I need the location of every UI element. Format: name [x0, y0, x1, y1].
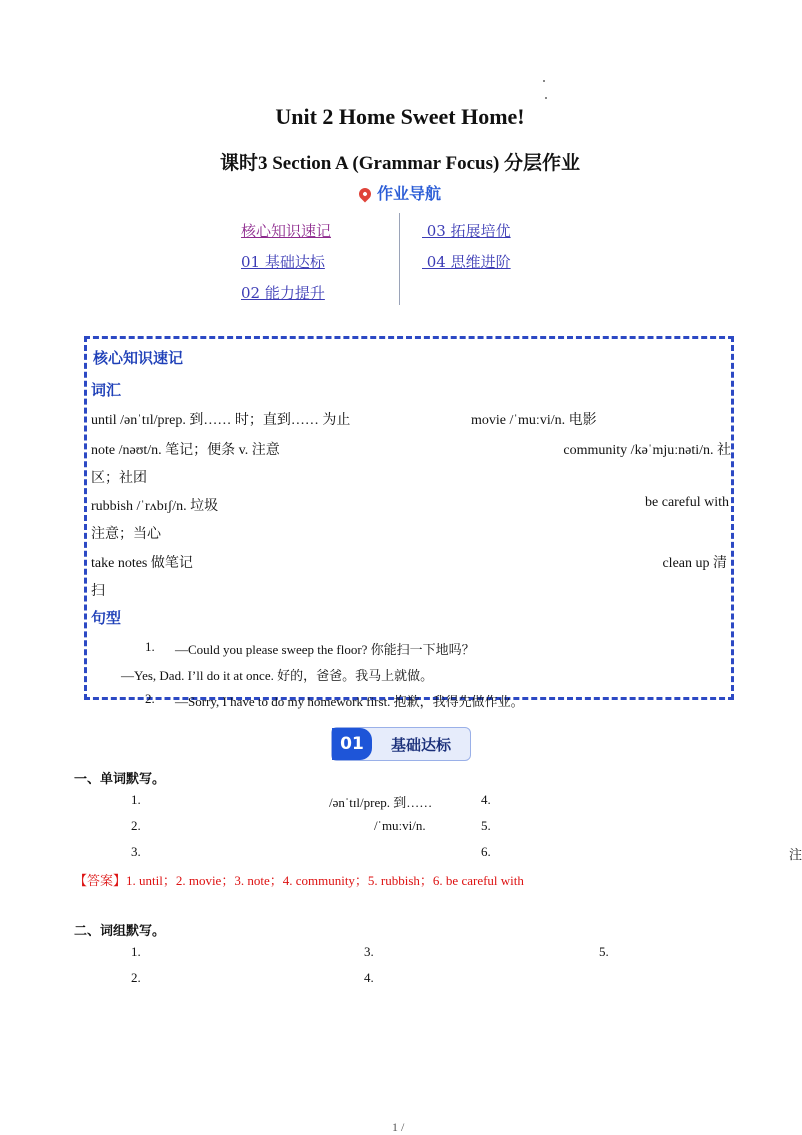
part2-q1-number: 1.	[131, 944, 141, 959]
part1-q4-number: 4.	[481, 792, 491, 807]
core-knowledge-box	[84, 336, 734, 709]
nav-link-basic[interactable]: 01 基础达标	[241, 253, 325, 271]
vocab-row-3-right: be careful with	[645, 495, 729, 510]
part2-q3-number: 3.	[364, 944, 374, 959]
section-01-number: 01	[332, 728, 372, 760]
part1-q6-number: 6.	[481, 844, 491, 859]
vocab-row-1-left: until /ənˈtɪl/prep. 到…… 时；直到…… 为止	[91, 413, 351, 428]
nav-link-ability[interactable]: 02 能力提升	[241, 284, 325, 302]
sentence-2-number: 2.	[145, 691, 155, 706]
part1-q1-number: 1.	[131, 792, 141, 807]
vocab-label: 词汇	[91, 381, 122, 399]
nav-link-thinking[interactable]: 04 思维进阶	[422, 253, 511, 271]
vocab-row-2-wrap: 区；社团	[91, 471, 147, 486]
speck-dot	[545, 97, 547, 99]
vocab-row-1-right: movie /ˈmuːvi/n. 电影	[471, 413, 597, 428]
nav-link-core-knowledge[interactable]: 核心知识速记	[241, 222, 332, 240]
page-subtitle: 课时3 Section A (Grammar Focus) 分层作业	[219, 153, 581, 174]
part1-q5-number: 5.	[481, 818, 491, 833]
part1-q6-edge-text: 注	[789, 847, 802, 862]
part1-answer: 【答案】1. until；2. movie；3. note；4. community；5. rubbish；6. be careful with	[74, 873, 524, 888]
part1-q2-hint: /ˈmuːvi/n.	[374, 818, 426, 833]
sentence-1: —Could you please sweep the floor? 你能扫一下地吗？	[175, 642, 475, 657]
nav-divider	[399, 213, 400, 305]
part2-q2-number: 2.	[131, 970, 141, 985]
part1-q1-hint: /ənˈtɪl/prep. 到……	[329, 795, 433, 810]
part1-q2-number: 2.	[131, 818, 141, 833]
sentence-1-number: 1.	[145, 639, 155, 654]
location-pin-icon	[356, 186, 373, 203]
vocab-row-3-left: rubbish /ˈrʌbɪʃ/n. 垃圾	[91, 499, 219, 514]
box-heading: 核心知识速记	[93, 349, 184, 367]
vocab-row-4-wrap: 扫	[91, 584, 105, 599]
part1-q3-number: 3.	[131, 844, 141, 859]
part1-heading: 一、单词默写。	[74, 772, 166, 787]
speck-dot	[543, 80, 545, 82]
sentence-1-reply: —Yes, Dad. I’ll do it at once. 好的，爸爸。我马上就做。	[121, 668, 434, 683]
vocab-row-2-right: community /kəˈmjuːnəti/n. 社	[563, 443, 731, 458]
part2-heading: 二、词组默写。	[74, 924, 166, 939]
sentence-label: 句型	[91, 609, 122, 627]
nav-heading	[0, 181, 800, 204]
page-title: Unit 2 Home Sweet Home!	[275, 104, 525, 129]
page-number: 1 /	[392, 1120, 405, 1134]
vocab-row-4-right: clean up 清	[662, 556, 727, 571]
vocab-row-3-wrap: 注意；当心	[91, 527, 161, 542]
part2-q5-number: 5.	[599, 944, 609, 959]
sentence-2: —Sorry, I have to do my homework first. 抱歉，我得先做作业。	[175, 694, 524, 709]
section-01-label: 基础达标	[390, 735, 451, 754]
nav-heading-label: 作业导航	[376, 184, 441, 203]
nav-link-extension[interactable]: 03 拓展培优	[422, 222, 511, 240]
vocab-row-4-left: take notes 做笔记	[91, 556, 193, 571]
vocab-row-2-left: note /nəʊt/n. 笔记；便条 v. 注意	[91, 443, 280, 458]
part2-q4-number: 4.	[364, 970, 374, 985]
section-01-badge	[331, 727, 471, 761]
